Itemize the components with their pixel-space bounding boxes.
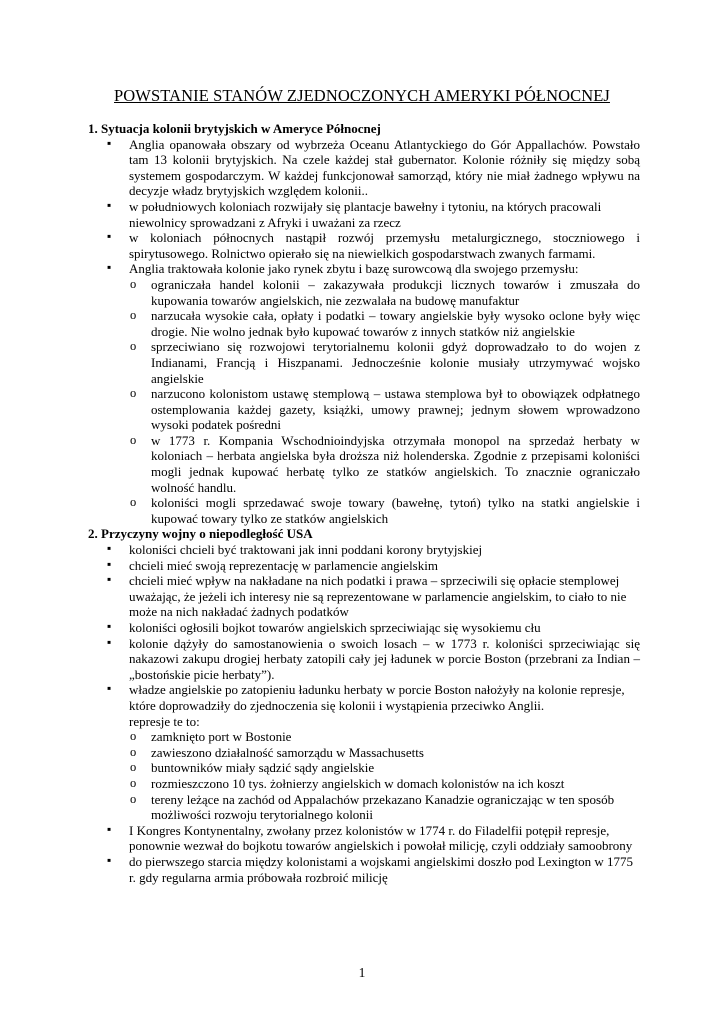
list-item: ▪ do pierwszego starcia między kolonistami a wojskami angielskimi doszło pod Lexington w 1775 r. gdy regularna armia próbowała rozbroić milicję <box>88 854 640 885</box>
list-item: ▪ chcieli mieć wpływ na nakładane na nich podatki i prawa – sprzeciwili się opłacie stemplowej uważając, że jeżeli ich interesy nie są reprezentowane w parlamencie angielskim, to ciało to nie może na nich nakładać żadnych podatków <box>88 573 640 620</box>
list-item <box>88 682 640 822</box>
section-2-heading: 2. Przyczyny wojny o niepodległość USA <box>88 526 313 542</box>
sublist-item: o ograniczała handel kolonii – zakazywała produkcji licznych towarów i zmuszała do kupowania towarów angielskich, nie zezwalała na budowę manufaktur <box>129 277 640 308</box>
list-item-text: władze angielskie po zatopieniu ładunku herbaty w porcie Boston nałożyły na kolonie represje, które doprowadziły do zjednoczenia się kolonii i wystąpienia przeciwko Anglii. <box>129 682 625 713</box>
list-item: ▪ koloniści ogłosili bojkot towarów angielskich sprzeciwiając się wysokiemu cłu <box>88 620 640 636</box>
sublist-item: o w 1773 r. Kompania Wschodnioindyjska otrzymała monopol na sprzedaż herbaty w koloniach – herbata angielska była droższa niż holenderska. Zgodnie z przepisami koloniści mogli jednak kupować herbatę tylko ze statków angielskich. To znacznie ograniczało wolność handlu. <box>129 433 640 495</box>
sublist-item: o narzucono kolonistom ustawę stemplową – ustawa stemplowa był to obowiązek odpłatnego ostemplowania każdej gazety, książki, umowy prawnej; jednym słowem wprowadzono wysoki podatek pośredni <box>129 386 640 433</box>
list-item-text: Anglia traktowała kolonie jako rynek zbytu i bazę surowcową dla swojego przemysłu: <box>129 261 579 277</box>
page-number: 1 <box>358 965 366 980</box>
sublist-item: o sprzeciwiano się rozwojowi terytorialnemu kolonii gdyż doprowadzało to do wojen z Indianami, Francją i Hiszpanami. Jednocześnie kolonie musiały utrzymywać wojsko angielskie <box>129 339 640 386</box>
list-item: ▪ koloniści chcieli być traktowani jak inni poddani korony brytyjskiej <box>88 542 640 558</box>
sublist-item: o koloniści mogli sprzedawać swoje towary (bawełnę, tytoń) tylko na statki angielskie i kupować towary tylko ze statków angielskich <box>129 495 640 526</box>
list-item: ▪ kolonie dążyły do samostanowienia o swoich losach – w 1773 r. koloniści sprzeciwiając się nakazowi zakupu drogiej herbaty zatopili cały jej ładunek w porcie Boston (przebrani za Indian – „bostońskie picie herbaty”). <box>88 636 640 683</box>
sublist-item: o zamknięto port w Bostonie <box>129 729 640 745</box>
sublist-item: o rozmieszczono 10 tys. żołnierzy angielskich w domach kolonistów na ich koszt <box>129 776 640 792</box>
section-1-sublist <box>129 277 640 527</box>
document-title: POWSTANIE STANÓW ZJEDNOCZONYCH AMERYKI PÓŁNOCNEJ <box>114 86 610 105</box>
list-item <box>88 261 640 526</box>
section-1-heading: 1. Sytuacja kolonii brytyjskich w Ameryce Północnej <box>88 121 381 136</box>
sublist-item: o narzucała wysokie cała, opłaty i podatki – towary angielskie były wysoko oclone były więc drogie. Nie wolno jednak było kupować towarów z innych statków niż angielskie <box>129 308 640 339</box>
list-item-text: represje te to: <box>129 713 200 729</box>
list-item: ▪ w koloniach północnych nastąpił rozwój przemysłu metalurgicznego, stoczniowego i spirytusowego. Rolnictwo opierało się na niewielkich gospodarstwach zwanych farmami. <box>88 230 640 261</box>
list-item: ▪ w południowych koloniach rozwijały się plantacje bawełny i tytoniu, na których pracowali niewolnicy sprowadzani z Afryki i uważani za rzecz <box>88 199 640 230</box>
list-item: ▪ Anglia opanowała obszary od wybrzeża Oceanu Atlantyckiego do Gór Appallachów. Powstało tam 13 kolonii brytyjskich. Na czele każdej stał gubernator. Kolonie różniły się między sobą systemem gospodarczym. W każdej funkcjonował samorząd, który nie miał żadnego wpływu na decyzje władz brytyjskich względem kolonii.. <box>88 137 640 199</box>
section-1-list <box>88 137 640 527</box>
section-2-list <box>88 542 640 885</box>
sublist-item: o buntowników miały sądzić sądy angielskie <box>129 760 640 776</box>
sublist-item: o tereny leżące na zachód od Appalachów przekazano Kanadzie ograniczając w ten sposób możliwości rozwoju terytorialnego kolonii <box>129 792 640 823</box>
list-item: ▪ chcieli mieć swoją reprezentację w parlamencie angielskim <box>88 558 640 574</box>
list-item: ▪ I Kongres Kontynentalny, zwołany przez kolonistów w 1774 r. do Filadelfii potępił represje, ponownie wezwał do bojkotu towarów angielskich i powołał milicję, czyli oddziały samoobrony <box>88 823 640 854</box>
section-2-sublist <box>129 729 640 823</box>
sublist-item: o zawieszono działalność samorządu w Massachusetts <box>129 745 640 761</box>
document-body <box>88 121 640 885</box>
